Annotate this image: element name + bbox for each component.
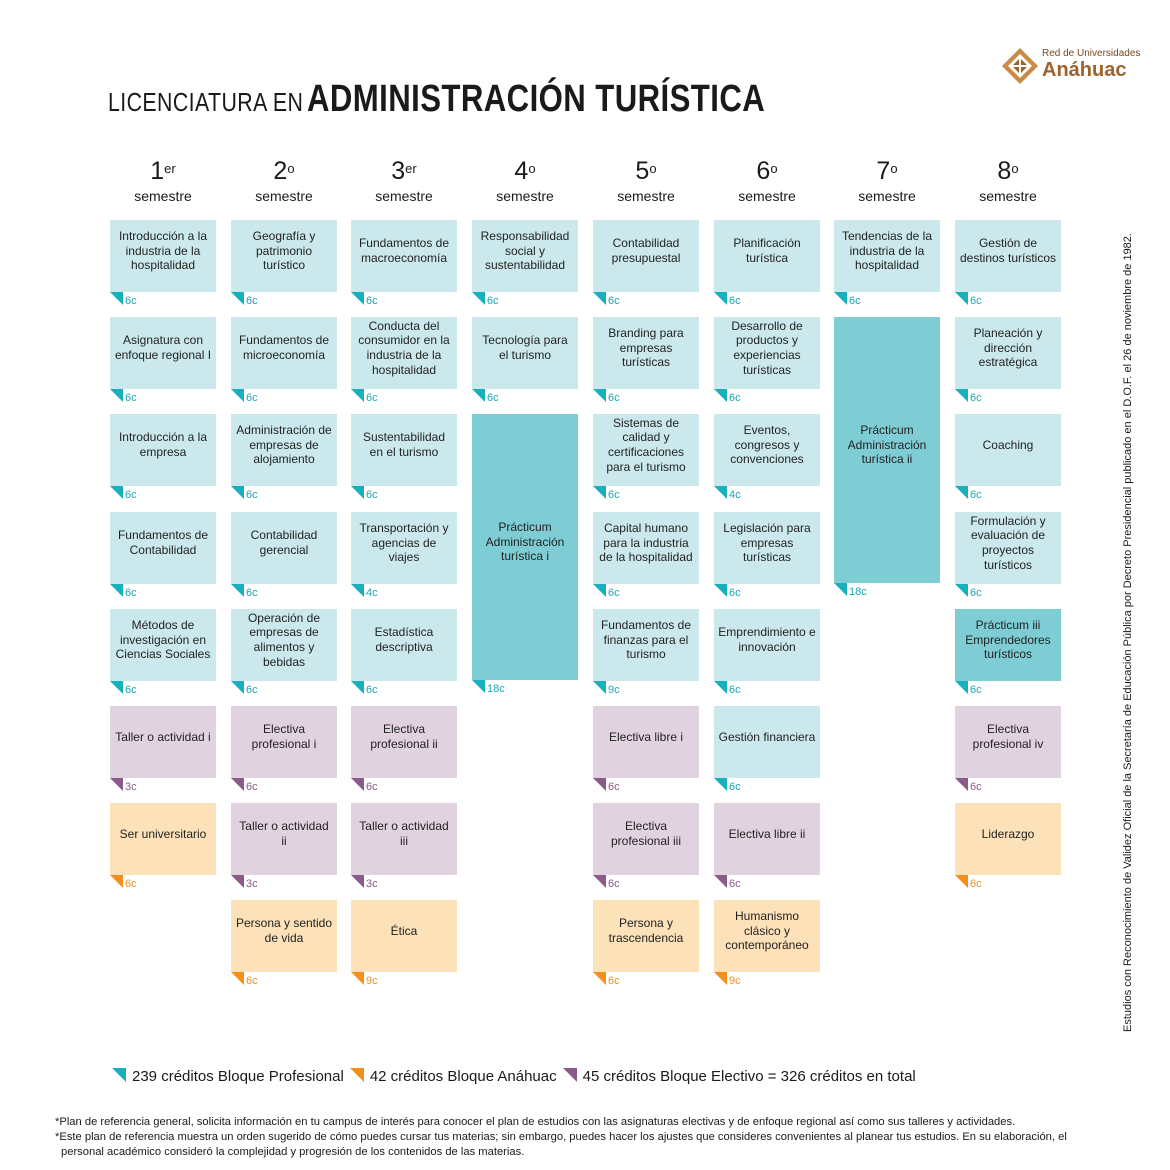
course-credits [714,389,774,404]
course-card[interactable] [472,414,578,695]
credit-corner-icon [955,875,968,888]
course-name: Geografía y patrimonio turístico [252,229,316,273]
credit-corner-icon [955,778,968,791]
course-card[interactable] [472,220,578,307]
course-credits [110,584,170,599]
course-card[interactable] [714,706,820,793]
course-credits [351,486,411,501]
course-credits [593,389,653,404]
course-credits [714,875,774,890]
course-name: Conducta del consumidor en la industria de la hospitalidad [358,318,450,377]
credit-corner-icon [351,875,364,888]
course-card[interactable] [714,317,820,404]
course-card[interactable] [110,220,216,307]
course-name: Transportación y agencias de viajes [359,521,449,565]
course-name: Taller o actividad iii [359,819,449,848]
course-card[interactable] [955,803,1061,890]
course-card[interactable] [593,803,699,890]
course-card[interactable] [593,512,699,599]
course-card[interactable] [834,220,940,307]
course-name: Legislación para empresas turísticas [723,521,811,565]
course-name: Estadística descriptiva [374,625,434,654]
course-credits [593,292,653,307]
course-card[interactable] [351,512,457,599]
course-credits [110,486,170,501]
credit-corner-icon [955,486,968,499]
course-card[interactable] [593,609,699,696]
course-card[interactable] [593,317,699,404]
credit-value: 6c [970,684,982,696]
course-card[interactable] [955,414,1061,501]
course-credits [593,584,653,599]
credit-value: 6c [246,489,258,501]
credit-value: 6c [366,684,378,696]
course-name: Fundamentos de Contabilidad [117,528,209,557]
course-name: Fundamentos de finanzas para el turismo [600,618,692,662]
course-name: Fundamentos de macroeconomía [358,236,450,265]
course-name: Electiva libre i [608,729,684,744]
course-card[interactable] [472,317,578,404]
course-card[interactable] [351,803,457,890]
course-card[interactable] [231,317,337,404]
semester-label: semestre [979,188,1037,204]
course-name: Desarrollo de productos y experiencias turísticas [731,318,803,377]
course-name: Electiva profesional iii [610,819,682,848]
legend-profesional: 239 créditos Bloque Profesional [132,1068,344,1085]
course-card[interactable] [714,900,820,987]
semester-number: 6$^o$ [756,157,778,185]
credit-value: 6c [125,684,137,696]
course-name: Gestión financiera [718,729,816,744]
course-card[interactable] [110,803,216,890]
course-credits [231,584,291,599]
course-card[interactable] [714,609,820,696]
course-name: Asignatura con enfoque regional I [114,333,212,362]
course-credits [955,389,1015,404]
credit-value: 6c [970,392,982,404]
course-name: Ser universitario [119,826,207,841]
credit-value: 3c [125,781,137,793]
credit-corner-icon [351,972,364,985]
logo-name: Anáhuac [1042,59,1127,81]
credit-corner-icon [110,875,123,888]
credit-value: 6c [246,781,258,793]
course-name: Responsabilidad social y sustentabilidad [480,229,570,273]
credit-corner-icon [714,584,727,597]
course-credits [955,292,1015,307]
course-name: Eventos, congresos y convenciones [730,423,804,467]
anahuac-legend-icon [350,1068,364,1082]
course-credits [955,778,1015,793]
credit-value: 6c [125,878,137,890]
course-card[interactable] [231,706,337,793]
credit-corner-icon [834,583,847,596]
credit-value: 18c [487,683,505,695]
credit-corner-icon [351,584,364,597]
credit-corner-icon [593,486,606,499]
course-credits [351,681,411,696]
credit-corner-icon [593,875,606,888]
course-name: Humanismo clásico y contemporáneo [725,909,809,953]
course-credits [955,681,1015,696]
credit-corner-icon [714,778,727,791]
credit-corner-icon [472,389,485,402]
course-credits [231,681,291,696]
footnote-2: *Este plan de referencia muestra un orden sugerido de cómo puedes cursar tus materias; sin embargo, puedes hacer los ajustes que consideres convenientes al planear tus estudios. En su elaboración, el [55,1131,1067,1143]
course-name: Electiva profesional ii [370,722,438,751]
credit-corner-icon [714,486,727,499]
credit-corner-icon [231,389,244,402]
course-credits [714,681,774,696]
course-name: Sistemas de calidad y certificaciones para el turismo [606,415,686,474]
logo-network-text: Red de Universidades [1042,48,1141,59]
course-name: Tecnología para el turismo [482,333,568,362]
credit-corner-icon [351,778,364,791]
credit-value: 6c [366,781,378,793]
credit-corner-icon [110,292,123,305]
semester-number: 4$^o$ [514,157,536,185]
course-card[interactable] [351,317,457,404]
credit-value: 6c [246,587,258,599]
course-card[interactable] [351,609,457,696]
semester-header [834,157,940,205]
course-credits [714,584,774,599]
credit-value: 3c [366,878,378,890]
course-credits [593,486,653,501]
course-card[interactable] [110,609,216,696]
course-name: Electiva libre ii [728,826,806,841]
credit-corner-icon [955,681,968,694]
course-name: Operación de empresas de alimentos y bebidas [247,610,321,669]
course-name: Métodos de investigación en Ciencias Sociales [115,618,211,662]
course-name: Taller o actividad i [115,729,211,744]
course-name: Contabilidad presupuestal [611,236,681,265]
course-name: Liderazgo [981,826,1035,841]
course-card[interactable] [955,609,1061,696]
course-name: Persona y trascendencia [608,916,684,945]
credit-corner-icon [472,292,485,305]
credit-corner-icon [955,584,968,597]
course-name: Introducción a la industria de la hospitalidad [118,229,208,273]
course-card[interactable] [231,414,337,501]
course-card[interactable] [955,220,1061,307]
credit-corner-icon [593,292,606,305]
course-name: Persona y sentido de vida [235,916,333,945]
course-credits [955,486,1015,501]
credit-value: 6c [246,392,258,404]
course-card[interactable] [231,609,337,696]
course-name: Prácticum iii Emprendedores turísticos [965,618,1051,662]
credit-value: 6c [125,392,137,404]
footnote-1: *Plan de referencia general, solicita información en tu campus de interés para conocer el plan de estudios con las asignaturas electivas y de enfoque regional así como sus talleres y actividades. [55,1116,1016,1128]
course-credits [955,584,1015,599]
course-name: Planificación turística [733,236,801,265]
credit-corner-icon [714,972,727,985]
credit-value: 6c [608,489,620,501]
page-title [108,78,765,121]
course-card[interactable] [351,900,457,987]
credit-corner-icon [110,584,123,597]
course-name: Formulación y evaluación de proyectos turísticos [970,513,1046,572]
course-credits [351,292,411,307]
credit-value: 6c [608,975,620,987]
course-card[interactable] [714,220,820,307]
course-card[interactable] [714,803,820,890]
credit-value: 6c [608,878,620,890]
credit-corner-icon [351,681,364,694]
course-credits [110,292,170,307]
credit-corner-icon [593,681,606,694]
credit-corner-icon [472,680,485,693]
course-card[interactable] [955,512,1061,599]
course-credits [834,292,894,307]
course-credits [110,875,170,890]
title-prefix: LICENCIATURA EN [108,87,304,117]
credit-corner-icon [110,681,123,694]
course-name: Contabilidad gerencial [250,528,318,557]
credit-corner-icon [231,778,244,791]
course-credits [351,972,411,987]
semester-header [110,157,216,205]
course-credits [231,486,291,501]
course-name: Prácticum Administración turística ii [847,423,927,467]
course-card[interactable] [110,317,216,404]
semester-label: semestre [617,188,675,204]
semester-label: semestre [496,188,554,204]
semester-number: 7$^o$ [876,157,898,185]
course-credits [714,292,774,307]
course-credits [834,583,894,598]
credit-corner-icon [351,486,364,499]
credit-corner-icon [231,681,244,694]
credit-value: 6c [246,295,258,307]
footnotes [55,1115,1135,1160]
course-credits [955,875,1015,890]
credit-corner-icon [351,292,364,305]
credit-value: 6c [246,975,258,987]
course-name: Taller o actividad ii [239,819,329,848]
course-name: Electiva profesional iv [972,722,1044,751]
course-credits [351,875,411,890]
course-credits [472,680,532,695]
course-name: Branding para empresas turísticas [608,326,684,370]
credit-value: 6c [366,489,378,501]
credit-value: 6c [608,781,620,793]
course-card[interactable] [593,900,699,987]
credit-value: 6c [729,684,741,696]
credit-corner-icon [110,778,123,791]
title-main: ADMINISTRACIÓN TURÍSTICA [306,78,766,120]
credit-value: 9c [366,975,378,987]
course-name: Coaching [982,437,1034,452]
course-name: Emprendimiento e innovación [718,625,816,654]
credit-corner-icon [955,389,968,402]
credit-value: 6c [970,781,982,793]
footnote-3: personal académico consideró la complejidad y progresión de los contenidos de las materias. [61,1146,525,1158]
credit-corner-icon [351,389,364,402]
course-credits [593,778,653,793]
credit-value: 6c [970,295,982,307]
credit-value: 6c [608,295,620,307]
electivo-legend-icon [563,1068,577,1082]
credit-value: 6c [487,392,499,404]
legend-anahuac: 42 créditos Bloque Anáhuac [369,1068,557,1085]
course-card[interactable] [351,220,457,307]
course-card[interactable] [231,900,337,987]
semester-number: 1er [150,157,176,185]
credit-value: 6c [849,295,861,307]
credit-value: 4c [729,489,741,501]
semester-number: 5$^o$ [635,157,657,185]
semester-header [593,157,699,205]
course-card[interactable] [714,414,820,501]
credit-value: 9c [729,975,741,987]
semester-label: semestre [858,188,916,204]
credit-value: 6c [729,392,741,404]
semester-label: semestre [375,188,433,204]
course-credits [714,486,774,501]
course-card[interactable] [351,706,457,793]
semester-number: 8$^o$ [997,157,1019,185]
course-name: Sustentabilidad en el turismo [362,430,446,459]
profesional-legend-icon [112,1068,126,1082]
course-credits [714,972,774,987]
rvoe-note: Estudios con Reconocimiento de Validez Oficial de la Secretaría de Educación Pública por Decreto Presidencial publicado en el D.O.F. el 26 de noviembre de 1982. [1122,233,1134,1032]
course-name: Introducción a la empresa [118,430,208,459]
credit-corner-icon [593,972,606,985]
course-card[interactable] [593,414,699,501]
course-credits [110,389,170,404]
semester-header [714,157,820,205]
credit-corner-icon [593,778,606,791]
course-credits [351,778,411,793]
credit-value: 18c [849,586,867,598]
course-card[interactable] [231,803,337,890]
credit-value: 6c [366,295,378,307]
course-card[interactable] [593,706,699,793]
semester-number: 2$^o$ [273,157,295,185]
course-name: Administración de empresas de alojamiento [236,423,332,467]
course-name: Fundamentos de microeconomía [238,333,330,362]
semester-header [351,157,457,205]
course-card[interactable] [351,414,457,501]
legend-electivo: 45 créditos Bloque Electivo = 326 créditos en total [582,1068,916,1085]
credit-value: 4c [366,587,378,599]
semester-number: 3er [391,157,417,185]
credit-value: 6c [366,392,378,404]
course-card[interactable] [593,220,699,307]
credit-corner-icon [110,389,123,402]
credit-value: 6c [125,295,137,307]
course-credits [593,681,653,696]
credit-corner-icon [231,584,244,597]
credit-corner-icon [714,292,727,305]
credit-value: 6c [970,878,982,890]
course-name: Gestión de destinos turísticos [959,236,1057,265]
course-name: Planeación y dirección estratégica [973,326,1043,370]
course-card[interactable] [110,512,216,599]
semester-header [955,157,1061,205]
course-credits [593,875,653,890]
course-credits [110,681,170,696]
credit-value: 6c [970,489,982,501]
credits-legend [112,1068,916,1085]
credit-value: 6c [608,587,620,599]
course-card[interactable] [231,512,337,599]
course-credits [231,389,291,404]
anahuac-logo-icon [1000,46,1040,86]
semester-label: semestre [255,188,313,204]
semester-header [231,157,337,205]
credit-value: 6c [125,587,137,599]
course-name: Capital humano para la industria de la hospitalidad [599,521,693,565]
credit-corner-icon [593,584,606,597]
credit-value: 9c [608,684,620,696]
course-card[interactable] [834,317,940,598]
course-credits [593,972,653,987]
credit-value: 6c [125,489,137,501]
credit-corner-icon [593,389,606,402]
course-name: Electiva profesional i [251,722,317,751]
course-credits [714,778,774,793]
course-card[interactable] [110,706,216,793]
credit-corner-icon [714,875,727,888]
course-name: Tendencias de la industria de la hospitalidad [841,229,933,273]
credit-value: 6c [729,781,741,793]
course-card[interactable] [955,317,1061,404]
course-credits [231,292,291,307]
credit-corner-icon [955,292,968,305]
credit-value: 6c [729,295,741,307]
course-credits [351,389,411,404]
course-card[interactable] [714,512,820,599]
semester-label: semestre [738,188,796,204]
course-credits [472,292,532,307]
course-credits [231,972,291,987]
credit-corner-icon [231,486,244,499]
course-credits [351,584,411,599]
credit-value: 6c [970,587,982,599]
credit-value: 3c [246,878,258,890]
credit-corner-icon [714,389,727,402]
course-credits [231,875,291,890]
course-card[interactable] [231,220,337,307]
semester-header [472,157,578,205]
course-name: Prácticum Administración turística i [485,520,565,564]
credit-corner-icon [834,292,847,305]
credit-value: 6c [608,392,620,404]
course-credits [231,778,291,793]
credit-corner-icon [231,875,244,888]
course-name: Ética [390,923,418,938]
credit-corner-icon [231,972,244,985]
credit-corner-icon [231,292,244,305]
course-credits [110,778,170,793]
credit-value: 6c [729,878,741,890]
anahuac-logo [1000,44,1141,88]
course-credits [472,389,532,404]
credit-value: 6c [246,684,258,696]
credit-value: 6c [729,587,741,599]
credit-value: 6c [487,295,499,307]
credit-corner-icon [714,681,727,694]
credit-corner-icon [110,486,123,499]
course-card[interactable] [110,414,216,501]
course-card[interactable] [955,706,1061,793]
semester-label: semestre [134,188,192,204]
